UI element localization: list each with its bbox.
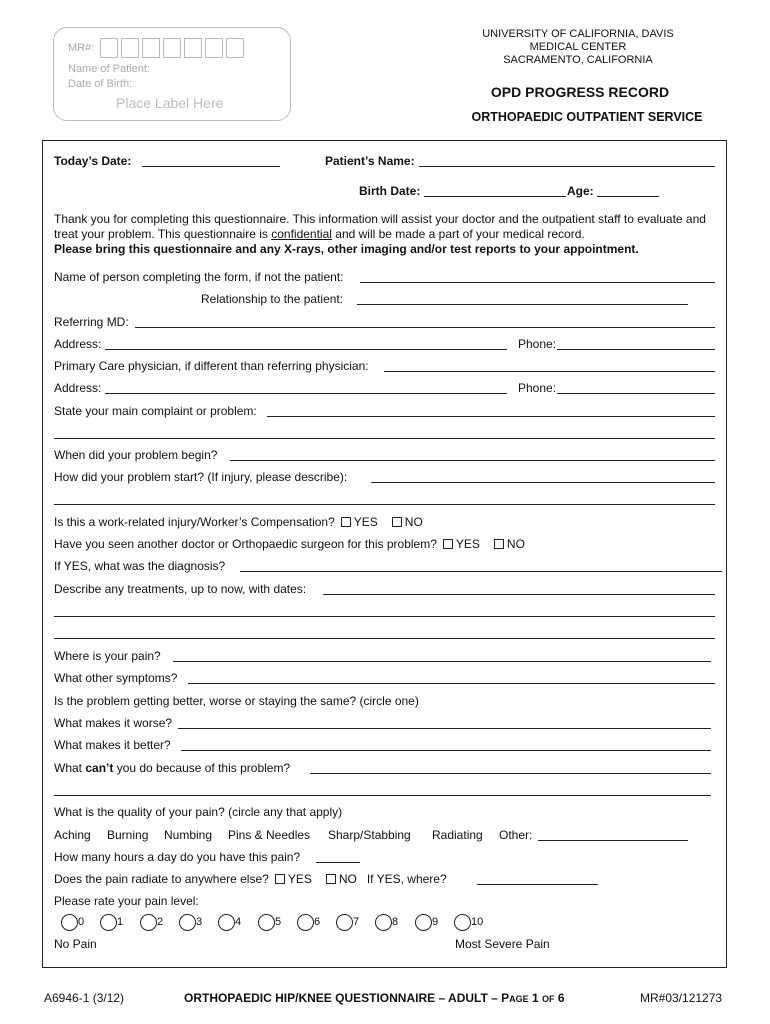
seen-doctor-question xyxy=(54,537,525,551)
pain-level-2-label: 2 xyxy=(157,916,164,928)
seen-doctor-label: Have you seen another doctor or Orthopaedic surgeon for this problem? xyxy=(54,537,437,551)
name-completing-label: Name of person completing the form, if not the patient: xyxy=(54,270,344,284)
primary-care-field[interactable] xyxy=(384,371,715,372)
better-label: What makes it better? xyxy=(54,738,171,752)
no-label: NO xyxy=(338,872,357,886)
pain-level-8-radio[interactable] xyxy=(375,914,392,931)
no-pain-label: No Pain xyxy=(54,937,97,951)
treatments-label: Describe any treatments, up to now, with dates: xyxy=(54,582,307,596)
work-related-label: Is this a work-related injury/Worker’s Compensation? xyxy=(54,515,335,529)
no-label: NO xyxy=(506,537,525,551)
quality-burning[interactable]: Burning xyxy=(107,828,149,842)
referring-md-field[interactable] xyxy=(135,327,715,328)
radiate-where-label: If YES, where? xyxy=(366,872,447,886)
mr-digit-box[interactable] xyxy=(226,38,244,58)
worse-label: What makes it worse? xyxy=(54,716,173,730)
most-severe-label: Most Severe Pain xyxy=(455,937,550,951)
pain-level-4-radio[interactable] xyxy=(218,914,235,931)
radiate-yes-checkbox[interactable] xyxy=(275,874,285,884)
page-title: OPD PROGRESS RECORD xyxy=(490,84,670,100)
patient-name-label: Patient’s Name: xyxy=(325,154,415,168)
problem-begin-label: When did your problem begin? xyxy=(54,448,218,462)
mr-number-row xyxy=(68,38,244,58)
pain-level-7-label: 7 xyxy=(353,916,360,928)
quality-radiating[interactable]: Radiating xyxy=(432,828,483,842)
mr-label: MR#: xyxy=(68,42,95,54)
main-complaint-label: State your main complaint or problem: xyxy=(54,404,257,418)
age-label: Age: xyxy=(567,184,594,198)
birth-date-field[interactable] xyxy=(424,196,566,197)
quality-label: What is the quality of your pain? (circle any that apply) xyxy=(54,805,343,819)
address1-field[interactable] xyxy=(105,349,507,350)
quality-other-field[interactable] xyxy=(538,840,688,841)
institution-block xyxy=(468,28,688,67)
address2-label: Address: xyxy=(54,381,102,395)
address2-field[interactable] xyxy=(105,393,507,394)
form-code: A6946-1 (3/12) xyxy=(44,991,125,1005)
problem-start-field[interactable] xyxy=(371,482,715,483)
phone2-label: Phone: xyxy=(518,381,557,395)
treatments-field-3[interactable] xyxy=(54,638,715,639)
quality-sharp-stabbing[interactable]: Sharp/Stabbing xyxy=(328,828,411,842)
quality-numbing[interactable]: Numbing xyxy=(164,828,213,842)
radiate-question xyxy=(54,872,447,886)
label-name-of-patient: Name of Patient: xyxy=(68,63,150,75)
treatments-field[interactable] xyxy=(323,594,715,595)
quality-pins-needles[interactable]: Pins & Needles xyxy=(228,828,311,842)
form-frame xyxy=(42,140,727,968)
main-complaint-field-2[interactable] xyxy=(54,438,715,439)
footer-title-text: ORTHOPAEDIC HIP/KNEE QUESTIONNAIRE – ADULT – P xyxy=(184,991,510,1005)
radiate-no-checkbox[interactable] xyxy=(326,874,336,884)
cant-pre: What xyxy=(54,761,86,775)
intro-text: Thank you for completing this questionnaire. This information will assist your doctor and the outpatient staff to evaluate and treat your problem. This questionnaire is xyxy=(54,212,706,241)
cant-bold: can’t xyxy=(85,761,114,775)
city: SACRAMENTO, CALIFORNIA xyxy=(503,54,653,66)
intro-confidential: confidential xyxy=(271,227,332,241)
pain-level-10-radio[interactable] xyxy=(454,914,471,931)
seen-doctor-yes-checkbox[interactable] xyxy=(443,539,453,549)
footer-page-total: 6 xyxy=(554,991,565,1005)
phone1-field[interactable] xyxy=(557,349,715,350)
pain-level-2-radio[interactable] xyxy=(140,914,157,931)
intro-paragraph xyxy=(54,212,719,257)
phone2-field[interactable] xyxy=(557,393,715,394)
pain-level-9-radio[interactable] xyxy=(415,914,432,931)
mr-digit-box[interactable] xyxy=(142,38,160,58)
yes-label: YES xyxy=(287,872,312,886)
patient-name-field[interactable] xyxy=(419,166,715,167)
work-related-question xyxy=(54,515,423,529)
radiate-where-field[interactable] xyxy=(477,884,598,885)
diagnosis-field[interactable] xyxy=(240,571,722,572)
worse-field[interactable] xyxy=(178,728,711,729)
diagnosis-label: If YES, what was the diagnosis? xyxy=(54,559,226,573)
where-pain-label: Where is your pain? xyxy=(54,649,161,663)
pain-level-5-label: 5 xyxy=(275,916,282,928)
radiate-label: Does the pain radiate to anywhere else? xyxy=(54,872,269,886)
other-symptoms-label: What other symptoms? xyxy=(54,671,178,685)
birth-date-label: Birth Date: xyxy=(359,184,421,198)
pain-level-6-label: 6 xyxy=(314,916,321,928)
quality-other-label: Other: xyxy=(499,828,533,842)
work-related-yes-checkbox[interactable] xyxy=(341,517,351,527)
phone1-label: Phone: xyxy=(518,337,557,351)
pain-level-5-radio[interactable] xyxy=(258,914,275,931)
label-placeholder: Place Label Here xyxy=(116,95,224,111)
pain-level-7-radio[interactable] xyxy=(336,914,353,931)
cant-do-field-2[interactable] xyxy=(54,795,711,796)
yes-label: YES xyxy=(455,537,480,551)
pain-level-6-radio[interactable] xyxy=(297,914,314,931)
page-subtitle: ORTHOPAEDIC OUTPATIENT SERVICE xyxy=(471,110,703,124)
cant-do-question xyxy=(54,761,290,775)
intro-bold-note: Please bring this questionnaire and any X-rays, other imaging and/or test reports to your appointment. xyxy=(54,242,639,256)
age-field[interactable] xyxy=(597,196,659,197)
mr-digit-box[interactable] xyxy=(163,38,181,58)
relationship-field[interactable] xyxy=(357,304,688,305)
pain-level-4-label: 4 xyxy=(235,916,242,928)
quality-aching[interactable]: Aching xyxy=(54,828,91,842)
work-related-no-checkbox[interactable] xyxy=(392,517,402,527)
intro-text-2: and will be made a part of your medical record. xyxy=(331,227,585,241)
treatments-field-2[interactable] xyxy=(54,616,715,617)
rate-label: Please rate your pain level: xyxy=(54,894,199,908)
primary-care-label: Primary Care physician, if different than referring physician: xyxy=(54,359,369,373)
footer-page-number: 1 xyxy=(528,991,543,1005)
pain-level-1-label: 1 xyxy=(117,916,124,928)
todays-date-label: Today’s Date: xyxy=(54,154,132,168)
todays-date-field[interactable] xyxy=(142,166,280,167)
pain-level-0-radio[interactable] xyxy=(61,914,78,931)
footer-of-small: OF xyxy=(542,994,555,1004)
cant-do-field[interactable] xyxy=(310,773,711,774)
label-date-of-birth: Date of Birth: xyxy=(68,78,133,90)
mr-digit-box[interactable] xyxy=(100,38,118,58)
footer-page-small: AGE xyxy=(509,994,529,1004)
pain-level-0-label: 0 xyxy=(78,916,85,928)
problem-start-field-2[interactable] xyxy=(54,504,715,505)
hours-label: How many hours a day do you have this pain? xyxy=(54,850,301,864)
seen-doctor-no-checkbox[interactable] xyxy=(494,539,504,549)
footer-mr: MR#03/121273 xyxy=(640,991,723,1005)
patient-label-box xyxy=(53,27,291,121)
university-name: UNIVERSITY OF CALIFORNIA, DAVIS xyxy=(482,28,674,40)
footer-title xyxy=(184,991,565,1005)
name-completing-field[interactable] xyxy=(360,282,715,283)
no-label: NO xyxy=(404,515,423,529)
pain-level-8-label: 8 xyxy=(392,916,399,928)
medical-center: MEDICAL CENTER xyxy=(529,41,627,53)
mr-digit-box[interactable] xyxy=(184,38,202,58)
pain-level-9-label: 9 xyxy=(432,916,439,928)
pain-level-10-label: 10 xyxy=(471,916,484,928)
hours-field[interactable] xyxy=(316,862,360,863)
referring-md-label: Referring MD: xyxy=(54,315,129,329)
relationship-label: Relationship to the patient: xyxy=(201,292,344,306)
pain-level-3-label: 3 xyxy=(196,916,203,928)
problem-start-label: How did your problem start? (If injury, please describe): xyxy=(54,470,348,484)
other-symptoms-field[interactable] xyxy=(188,683,715,684)
better-worse-label: Is the problem getting better, worse or staying the same? (circle one) xyxy=(54,694,419,708)
main-complaint-field[interactable] xyxy=(267,416,715,417)
cant-post: you do because of this problem? xyxy=(113,761,291,775)
yes-label: YES xyxy=(353,515,378,529)
problem-begin-field[interactable] xyxy=(230,460,715,461)
where-pain-field[interactable] xyxy=(173,661,711,662)
better-field[interactable] xyxy=(181,750,711,751)
mr-digit-box[interactable] xyxy=(121,38,139,58)
pain-level-1-radio[interactable] xyxy=(100,914,117,931)
pain-level-3-radio[interactable] xyxy=(179,914,196,931)
mr-digit-box[interactable] xyxy=(205,38,223,58)
address1-label: Address: xyxy=(54,337,102,351)
